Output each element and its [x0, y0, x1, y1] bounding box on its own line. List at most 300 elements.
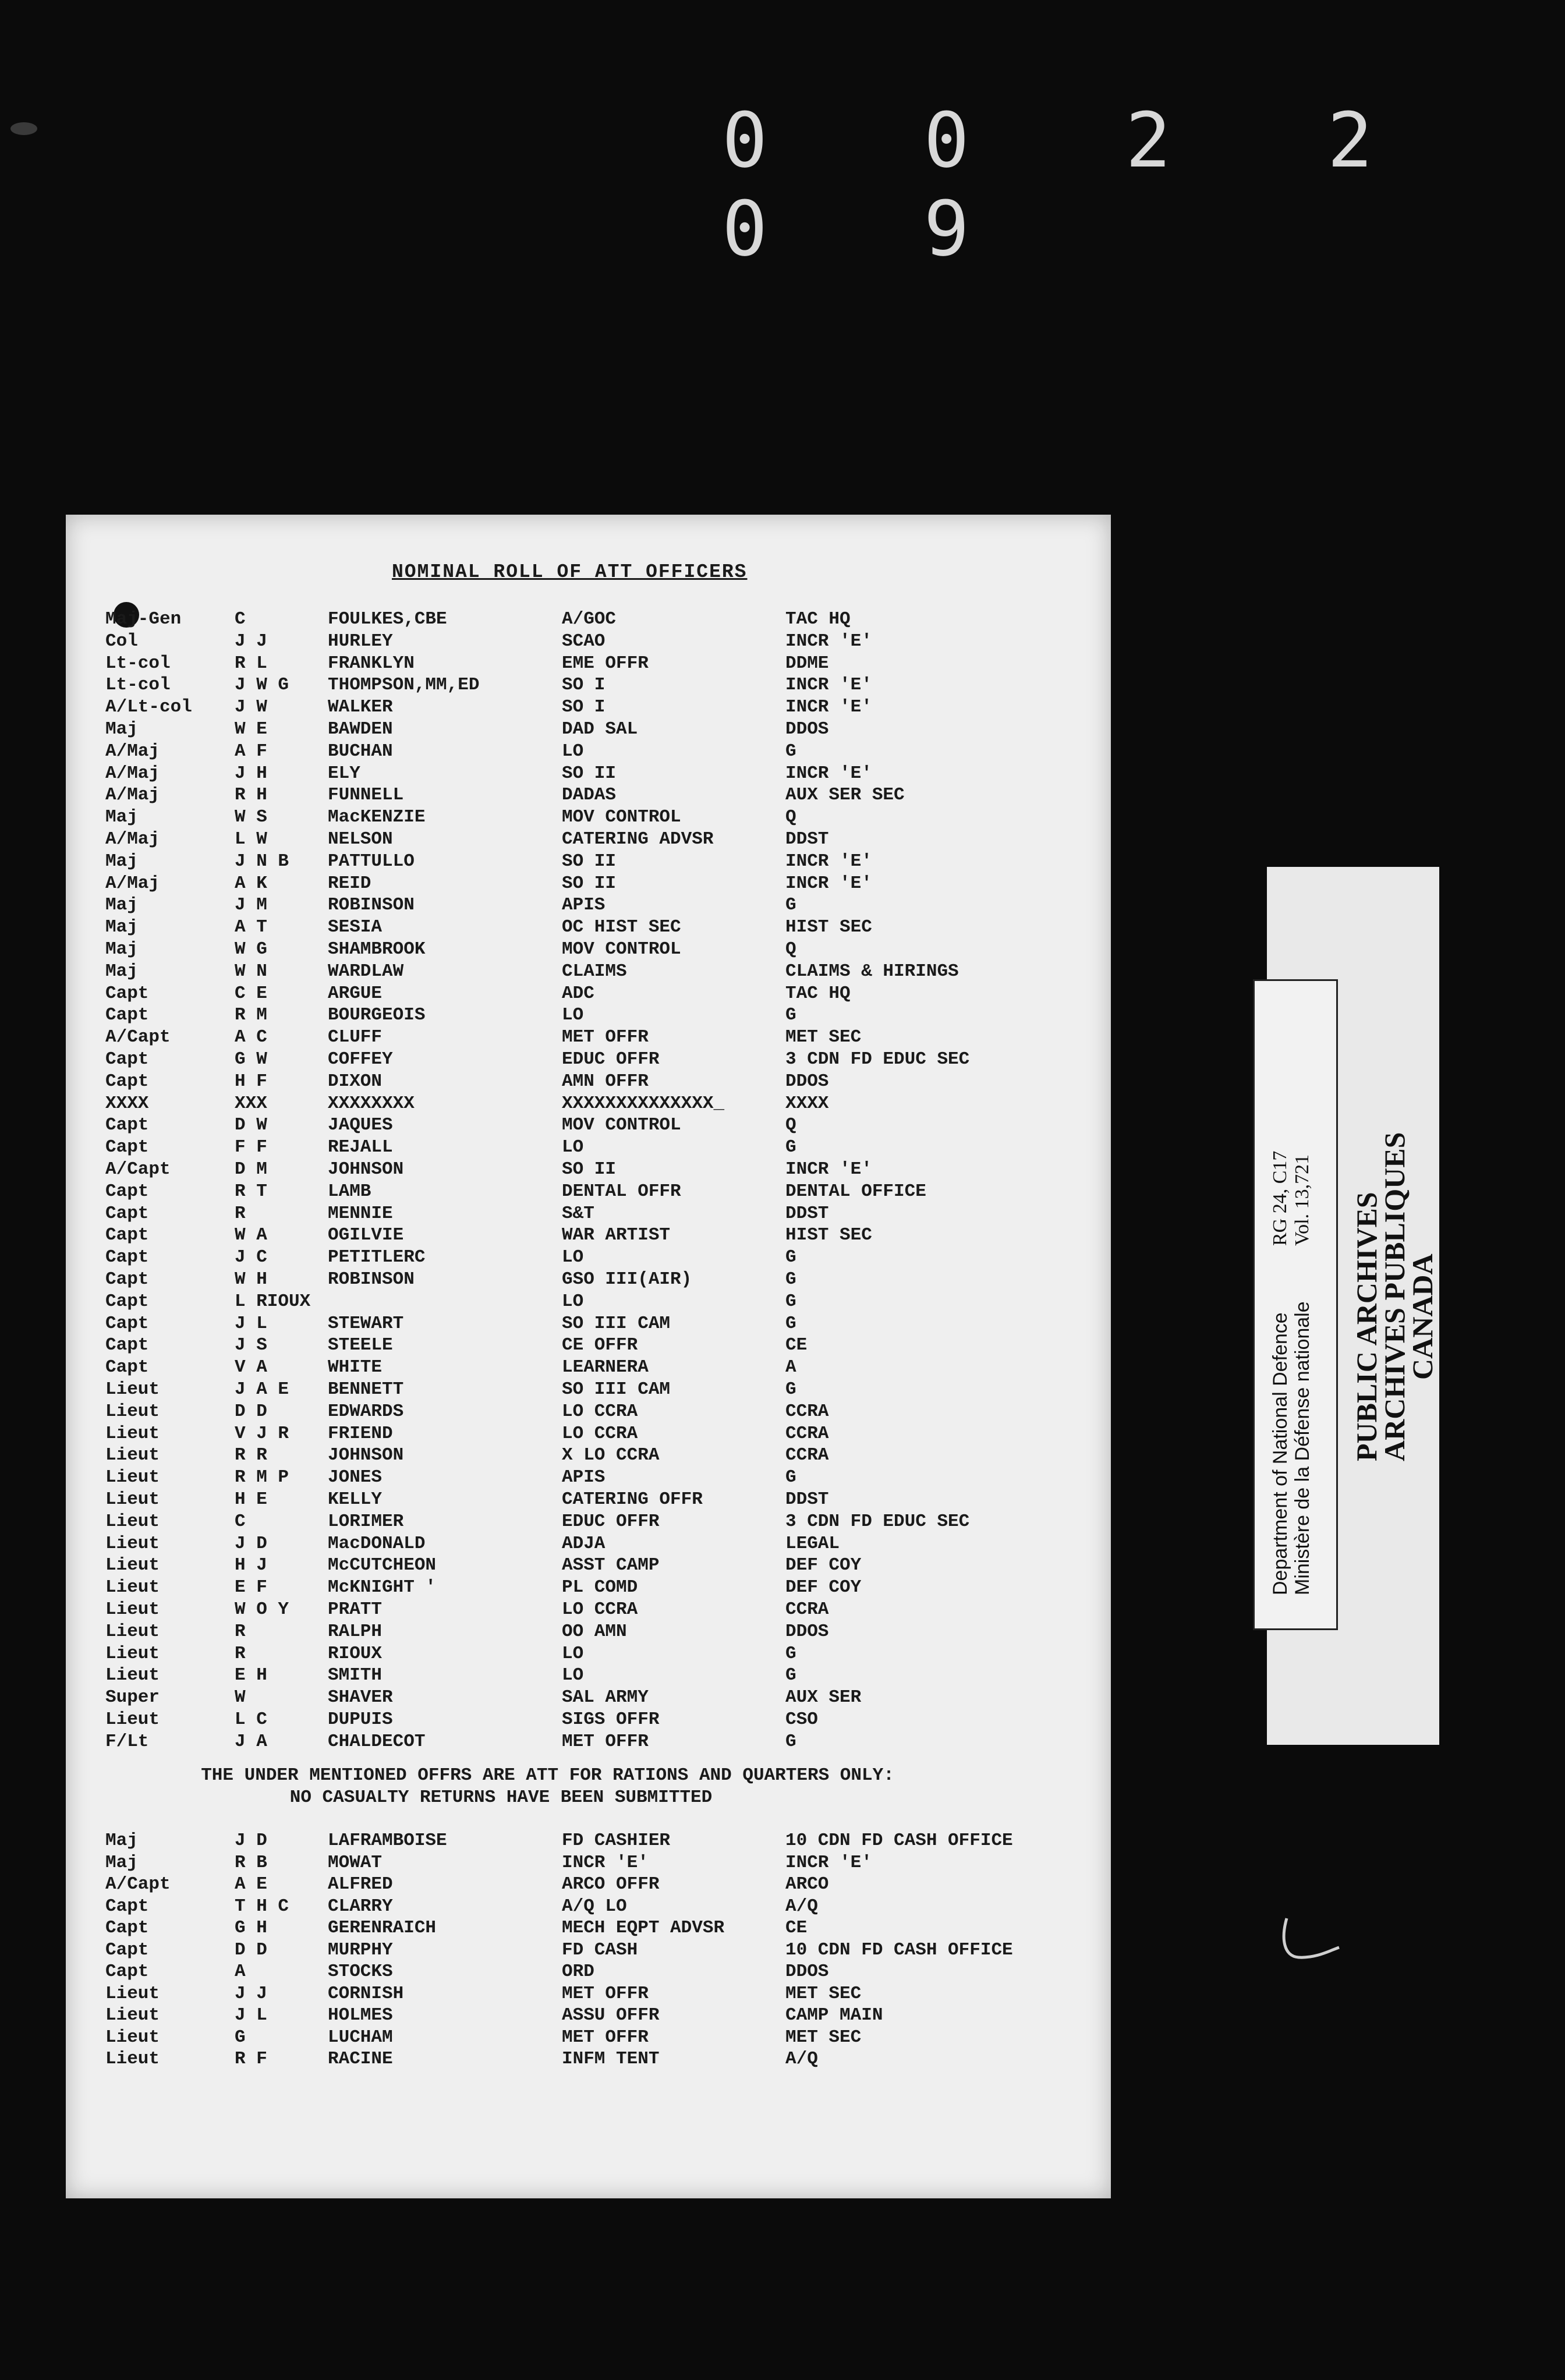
name-cell: CLARRY: [328, 1896, 393, 1917]
initials-cell: A E: [235, 1874, 267, 1894]
unit-cell: MET SEC: [785, 1983, 862, 2004]
name-cell: FOULKES,CBE: [328, 609, 447, 629]
rank-cell: Maj: [105, 807, 138, 828]
name-cell: FRANKLYN: [328, 653, 415, 674]
rank-cell: Lieut: [105, 1467, 160, 1488]
initials-cell: D M: [235, 1159, 267, 1180]
rank-cell: Lieut: [105, 2027, 160, 2048]
rank-cell: Super: [105, 1687, 160, 1708]
name-cell: RIOUX: [328, 1643, 383, 1664]
initials-cell: R: [235, 1643, 246, 1664]
unit-cell: A/Q: [785, 1896, 818, 1917]
initials-cell: W S: [235, 807, 267, 828]
appointment-cell: EDUC OFFR: [562, 1511, 660, 1532]
appointment-cell: S&T: [562, 1203, 594, 1224]
initials-cell: J J: [235, 631, 267, 651]
appointment-cell: FD CASHIER: [562, 1830, 671, 1851]
unit-cell: A/Q: [785, 2049, 818, 2069]
name-cell: DIXON: [328, 1071, 383, 1092]
initials-cell: H E: [235, 1489, 267, 1510]
unit-cell: INCR 'E': [785, 1852, 872, 1873]
name-cell: JOHNSON: [328, 1159, 404, 1180]
initials-cell: W A: [235, 1225, 267, 1246]
unit-cell: G: [785, 1731, 796, 1752]
unit-cell: DDME: [785, 653, 829, 674]
name-cell: ELY: [328, 763, 360, 784]
unit-cell: DDOS: [785, 719, 829, 739]
name-cell: SMITH: [328, 1665, 383, 1686]
rank-cell: A/Maj: [105, 741, 160, 762]
rank-cell: Maj: [105, 917, 138, 938]
rank-cell: A/Capt: [105, 1159, 171, 1180]
appointment-cell: WAR ARTIST: [562, 1225, 671, 1246]
name-cell: KELLY: [328, 1489, 383, 1510]
initials-cell: J J: [235, 1983, 267, 2004]
appointment-cell: SO II: [562, 873, 617, 894]
initials-cell: J L: [235, 2005, 267, 2025]
appointment-cell: CATERING OFFR: [562, 1489, 703, 1510]
rank-cell: Maj: [105, 719, 138, 739]
note-line-2: NO CASUALTY RETURNS HAVE BEEN SUBMITTED: [289, 1787, 713, 1808]
rank-cell: Lieut: [105, 1533, 160, 1554]
unit-cell: CCRA: [785, 1445, 829, 1466]
name-cell: GERENRAICH: [328, 1918, 437, 1938]
rank-cell: Lieut: [105, 1445, 160, 1466]
appointment-cell: APIS: [562, 895, 606, 916]
appointment-cell: GSO III(AIR): [562, 1269, 692, 1290]
initials-cell: J N B: [235, 851, 289, 872]
appointment-cell: LO CCRA: [562, 1599, 638, 1620]
document-title: NOMINAL ROLL OF ATT OFFICERS: [392, 561, 748, 583]
initials-cell: L RIOUX: [235, 1291, 311, 1312]
stamp-line-3: CANADA: [1406, 1253, 1439, 1380]
appointment-cell: SO I: [562, 697, 606, 718]
initials-cell: R R: [235, 1445, 267, 1466]
rank-cell: Lieut: [105, 1599, 160, 1620]
appointment-cell: MET OFFR: [562, 2027, 649, 2048]
document-page: [66, 515, 1111, 2198]
name-cell: JAQUES: [328, 1115, 393, 1136]
rank-cell: A/Maj: [105, 763, 160, 784]
initials-cell: R L: [235, 653, 267, 674]
name-cell: JOHNSON: [328, 1445, 404, 1466]
initials-cell: W N: [235, 961, 267, 982]
unit-cell: Q: [785, 807, 796, 828]
name-cell: DUPUIS: [328, 1709, 393, 1730]
unit-cell: INCR 'E': [785, 763, 872, 784]
name-cell: SESIA: [328, 917, 383, 938]
name-cell: WARDLAW: [328, 961, 404, 982]
appointment-cell: SO II: [562, 763, 617, 784]
unit-cell: INCR 'E': [785, 631, 872, 651]
rank-cell: XXXX: [105, 1093, 149, 1114]
unit-cell: INCR 'E': [785, 1159, 872, 1180]
pencil-mark: [1275, 1915, 1345, 1962]
name-cell: WHITE: [328, 1357, 383, 1378]
unit-cell: G: [785, 741, 796, 762]
appointment-cell: A/Q LO: [562, 1896, 627, 1917]
initials-cell: W: [235, 1687, 246, 1708]
unit-cell: HIST SEC: [785, 1225, 872, 1246]
name-cell: PRATT: [328, 1599, 383, 1620]
appointment-cell: LO: [562, 1291, 584, 1312]
initials-cell: T H C: [235, 1896, 289, 1917]
initials-cell: C: [235, 609, 246, 629]
unit-cell: HIST SEC: [785, 917, 872, 938]
appointment-cell: A/GOC: [562, 609, 617, 629]
rank-cell: Lieut: [105, 1983, 160, 2004]
appointment-cell: MOV CONTROL: [562, 807, 681, 828]
rank-cell: Lieut: [105, 1665, 160, 1686]
rank-cell: Capt: [105, 1357, 149, 1378]
name-cell: LUCHAM: [328, 2027, 393, 2048]
name-cell: ROBINSON: [328, 895, 415, 916]
appointment-cell: ASST CAMP: [562, 1555, 660, 1576]
rank-cell: Capt: [105, 1203, 149, 1224]
appointment-cell: MECH EQPT ADVSR: [562, 1918, 725, 1938]
rank-cell: Capt: [105, 1115, 149, 1136]
name-cell: REID: [328, 873, 371, 894]
appointment-cell: MOV CONTROL: [562, 1115, 681, 1136]
initials-cell: L W: [235, 829, 267, 849]
unit-cell: MET SEC: [785, 1027, 862, 1048]
appointment-cell: SO III CAM: [562, 1379, 671, 1400]
rank-cell: Capt: [105, 1961, 149, 1982]
appointment-cell: OC HIST SEC: [562, 917, 681, 938]
appointment-cell: MET OFFR: [562, 1027, 649, 1048]
name-cell: BAWDEN: [328, 719, 393, 739]
unit-cell: CE: [785, 1335, 808, 1356]
rank-cell: F/Lt: [105, 1731, 149, 1752]
rank-cell: Capt: [105, 1247, 149, 1268]
rank-cell: Capt: [105, 1896, 149, 1917]
unit-cell: ARCO: [785, 1874, 829, 1894]
rank-cell: A/Maj: [105, 785, 160, 806]
initials-cell: R F: [235, 2049, 267, 2069]
appointment-cell: X LO CCRA: [562, 1445, 660, 1466]
appointment-cell: LO CCRA: [562, 1401, 638, 1422]
appointment-cell: SO I: [562, 675, 606, 696]
rank-cell: Maj: [105, 851, 138, 872]
name-cell: CLUFF: [328, 1027, 383, 1048]
stamp-line-1: PUBLIC ARCHIVES: [1350, 1192, 1383, 1461]
appointment-cell: LO: [562, 1005, 584, 1026]
name-cell: FRIEND: [328, 1423, 393, 1444]
appointment-cell: INCR 'E': [562, 1852, 649, 1873]
rank-cell: Maj: [105, 939, 138, 959]
appointment-cell: XXXXXXXXXXXXXX_: [562, 1093, 725, 1114]
rank-cell: Lieut: [105, 2005, 160, 2025]
unit-cell: AUX SER: [785, 1687, 862, 1708]
initials-cell: G W: [235, 1049, 267, 1069]
appointment-cell: LO: [562, 1665, 584, 1686]
appointment-cell: SAL ARMY: [562, 1687, 649, 1708]
unit-cell: CLAIMS & HIRINGS: [785, 961, 959, 982]
initials-cell: G H: [235, 1918, 267, 1938]
unit-cell: G: [785, 1005, 796, 1026]
appointment-cell: SCAO: [562, 631, 606, 651]
rank-cell: Capt: [105, 1049, 149, 1069]
appointment-cell: LO CCRA: [562, 1423, 638, 1444]
initials-cell: D W: [235, 1115, 267, 1136]
name-cell: WALKER: [328, 697, 393, 718]
rank-cell: A/Maj: [105, 829, 160, 849]
rank-cell: Lieut: [105, 1709, 160, 1730]
unit-cell: G: [785, 1247, 796, 1268]
initials-cell: R: [235, 1203, 246, 1224]
rank-cell: Maj: [105, 1852, 138, 1873]
frame-number: 0 0 2 2 0 9: [722, 96, 1428, 273]
name-cell: ALFRED: [328, 1874, 393, 1894]
initials-cell: J L: [235, 1313, 267, 1334]
unit-cell: 10 CDN FD CASH OFFICE: [785, 1939, 1013, 1960]
initials-cell: D D: [235, 1939, 267, 1960]
rank-cell: Maj: [105, 895, 138, 916]
rank-cell: Lieut: [105, 1555, 160, 1576]
unit-cell: 3 CDN FD EDUC SEC: [785, 1511, 970, 1532]
initials-cell: H F: [235, 1071, 267, 1092]
unit-cell: CCRA: [785, 1401, 829, 1422]
initials-cell: R T: [235, 1181, 267, 1202]
initials-cell: L C: [235, 1709, 267, 1730]
initials-cell: W E: [235, 719, 267, 739]
unit-cell: A: [785, 1357, 796, 1378]
rank-cell: A/Maj: [105, 873, 160, 894]
rank-cell: Maj-Gen: [105, 609, 182, 629]
rank-cell: Capt: [105, 1291, 149, 1312]
film-speck: [10, 122, 37, 135]
initials-cell: R M: [235, 1005, 267, 1026]
rank-cell: Capt: [105, 983, 149, 1004]
unit-cell: 3 CDN FD EDUC SEC: [785, 1049, 970, 1069]
name-cell: XXXXXXXX: [328, 1093, 415, 1114]
name-cell: MOWAT: [328, 1852, 383, 1873]
appointment-cell: EME OFFR: [562, 653, 649, 674]
unit-cell: DDST: [785, 829, 829, 849]
unit-cell: DDOS: [785, 1071, 829, 1092]
name-cell: MURPHY: [328, 1939, 393, 1960]
initials-cell: A F: [235, 741, 267, 762]
rank-cell: A/Capt: [105, 1874, 171, 1894]
unit-cell: G: [785, 1665, 796, 1686]
rank-cell: Maj: [105, 961, 138, 982]
unit-cell: XXXX: [785, 1093, 829, 1114]
appointment-cell: CATERING ADVSR: [562, 829, 714, 849]
name-cell: MacDONALD: [328, 1533, 426, 1554]
unit-cell: LEGAL: [785, 1533, 840, 1554]
rank-cell: Lieut: [105, 1577, 160, 1598]
unit-cell: G: [785, 895, 796, 916]
name-cell: McCUTCHEON: [328, 1555, 437, 1576]
appointment-cell: CE OFFR: [562, 1335, 638, 1356]
initials-cell: A C: [235, 1027, 267, 1048]
name-cell: COFFEY: [328, 1049, 393, 1069]
rank-cell: Lt-col: [105, 653, 171, 674]
rank-cell: Capt: [105, 1918, 149, 1938]
name-cell: MacKENZIE: [328, 807, 426, 828]
initials-cell: V A: [235, 1357, 267, 1378]
appointment-cell: MET OFFR: [562, 1983, 649, 2004]
initials-cell: A: [235, 1961, 246, 1982]
note-line-1: THE UNDER MENTIONED OFFRS ARE ATT FOR RATIONS AND QUARTERS ONLY:: [201, 1765, 894, 1786]
rank-cell: Col: [105, 631, 138, 651]
rank-cell: Capt: [105, 1071, 149, 1092]
appointment-cell: ORD: [562, 1961, 594, 1982]
unit-cell: G: [785, 1269, 796, 1290]
name-cell: BOURGEOIS: [328, 1005, 426, 1026]
unit-cell: DENTAL OFFICE: [785, 1181, 926, 1202]
rank-cell: Lieut: [105, 1643, 160, 1664]
appointment-cell: PL COMD: [562, 1577, 638, 1598]
unit-cell: TAC HQ: [785, 609, 851, 629]
initials-cell: C: [235, 1511, 246, 1532]
appointment-cell: LO: [562, 1247, 584, 1268]
initials-cell: A K: [235, 873, 267, 894]
stamp-line-2: ARCHIVES PUBLIQUES: [1378, 1132, 1411, 1461]
unit-cell: CSO: [785, 1709, 818, 1730]
unit-cell: DDST: [785, 1489, 829, 1510]
appointment-cell: LEARNERA: [562, 1357, 649, 1378]
unit-cell: CAMP MAIN: [785, 2005, 883, 2025]
appointment-cell: ADC: [562, 983, 594, 1004]
appointment-cell: APIS: [562, 1467, 606, 1488]
unit-cell: Q: [785, 939, 796, 959]
appointment-cell: LO: [562, 1643, 584, 1664]
unit-cell: INCR 'E': [785, 873, 872, 894]
appointment-cell: CLAIMS: [562, 961, 627, 982]
rank-cell: Lieut: [105, 1401, 160, 1422]
unit-cell: DDST: [785, 1203, 829, 1224]
initials-cell: J W G: [235, 675, 289, 696]
unit-cell: G: [785, 1643, 796, 1664]
initials-cell: G: [235, 2027, 246, 2048]
appointment-cell: DENTAL OFFR: [562, 1181, 681, 1202]
name-cell: HURLEY: [328, 631, 393, 651]
appointment-cell: DAD SAL: [562, 719, 638, 739]
initials-cell: C E: [235, 983, 267, 1004]
rank-cell: Lieut: [105, 2049, 160, 2069]
initials-cell: R B: [235, 1852, 267, 1873]
stamp-dept-en: Department of National Defence: [1269, 1312, 1291, 1595]
rank-cell: Capt: [105, 1137, 149, 1158]
appointment-cell: OO AMN: [562, 1621, 627, 1642]
unit-cell: G: [785, 1137, 796, 1158]
name-cell: STEWART: [328, 1313, 404, 1334]
initials-cell: A T: [235, 917, 267, 938]
name-cell: NELSON: [328, 829, 393, 849]
appointment-cell: SO II: [562, 851, 617, 872]
initials-cell: W G: [235, 939, 267, 959]
appointment-cell: FD CASH: [562, 1939, 638, 1960]
rank-cell: Lieut: [105, 1423, 160, 1444]
unit-cell: DDOS: [785, 1961, 829, 1982]
initials-cell: F F: [235, 1137, 267, 1158]
stamp-dept-fr: Ministère de la Défense nationale: [1291, 1301, 1313, 1595]
name-cell: HOLMES: [328, 2005, 393, 2025]
rank-cell: Maj: [105, 1830, 138, 1851]
unit-cell: G: [785, 1467, 796, 1488]
initials-cell: J D: [235, 1533, 267, 1554]
name-cell: MENNIE: [328, 1203, 393, 1224]
initials-cell: R H: [235, 785, 267, 806]
stamp-vol: Vol. 13,721: [1291, 1154, 1313, 1246]
initials-cell: J W: [235, 697, 267, 718]
appointment-cell: MOV CONTROL: [562, 939, 681, 959]
name-cell: SHAVER: [328, 1687, 393, 1708]
stamp-rg: RG 24, C17: [1269, 1150, 1291, 1246]
initials-cell: J H: [235, 763, 267, 784]
unit-cell: CCRA: [785, 1423, 829, 1444]
appointment-cell: EDUC OFFR: [562, 1049, 660, 1069]
name-cell: CORNISH: [328, 1983, 404, 2004]
unit-cell: G: [785, 1313, 796, 1334]
unit-cell: MET SEC: [785, 2027, 862, 2048]
appointment-cell: INFM TENT: [562, 2049, 660, 2069]
appointment-cell: ASSU OFFR: [562, 2005, 660, 2025]
name-cell: CHALDECOT: [328, 1731, 426, 1752]
appointment-cell: SO II: [562, 1159, 617, 1180]
initials-cell: J A: [235, 1731, 267, 1752]
initials-cell: D D: [235, 1401, 267, 1422]
initials-cell: R M P: [235, 1467, 289, 1488]
unit-cell: AUX SER SEC: [785, 785, 905, 806]
name-cell: STEELE: [328, 1335, 393, 1356]
rank-cell: Capt: [105, 1225, 149, 1246]
appointment-cell: DADAS: [562, 785, 617, 806]
initials-cell: J S: [235, 1335, 267, 1356]
unit-cell: DDOS: [785, 1621, 829, 1642]
rank-cell: Lt-col: [105, 675, 171, 696]
appointment-cell: LO: [562, 741, 584, 762]
initials-cell: V J R: [235, 1423, 289, 1444]
rank-cell: Lieut: [105, 1489, 160, 1510]
initials-cell: W O Y: [235, 1599, 289, 1620]
unit-cell: CCRA: [785, 1599, 829, 1620]
unit-cell: G: [785, 1291, 796, 1312]
initials-cell: H J: [235, 1555, 267, 1576]
initials-cell: E H: [235, 1665, 267, 1686]
name-cell: OGILVIE: [328, 1225, 404, 1246]
initials-cell: J D: [235, 1830, 267, 1851]
unit-cell: G: [785, 1379, 796, 1400]
unit-cell: 10 CDN FD CASH OFFICE: [785, 1830, 1013, 1851]
appointment-cell: ARCO OFFR: [562, 1874, 660, 1894]
name-cell: LORIMER: [328, 1511, 404, 1532]
appointment-cell: LO: [562, 1137, 584, 1158]
unit-cell: CE: [785, 1918, 808, 1938]
rank-cell: Capt: [105, 1269, 149, 1290]
name-cell: LAMB: [328, 1181, 371, 1202]
name-cell: RALPH: [328, 1621, 383, 1642]
initials-cell: XXX: [235, 1093, 267, 1114]
rank-cell: Capt: [105, 1005, 149, 1026]
name-cell: JONES: [328, 1467, 383, 1488]
unit-cell: INCR 'E': [785, 851, 872, 872]
unit-cell: DEF COY: [785, 1555, 862, 1576]
name-cell: THOMPSON,MM,ED: [328, 675, 480, 696]
name-cell: PETITLERC: [328, 1247, 426, 1268]
rank-cell: Capt: [105, 1939, 149, 1960]
rank-cell: A/Capt: [105, 1027, 171, 1048]
initials-cell: J A E: [235, 1379, 289, 1400]
name-cell: McKNIGHT ': [328, 1577, 437, 1598]
name-cell: FUNNELL: [328, 785, 404, 806]
name-cell: LAFRAMBOISE: [328, 1830, 447, 1851]
name-cell: SHAMBROOK: [328, 939, 426, 959]
unit-cell: Q: [785, 1115, 796, 1136]
name-cell: BENNETT: [328, 1379, 404, 1400]
rank-cell: Capt: [105, 1335, 149, 1356]
